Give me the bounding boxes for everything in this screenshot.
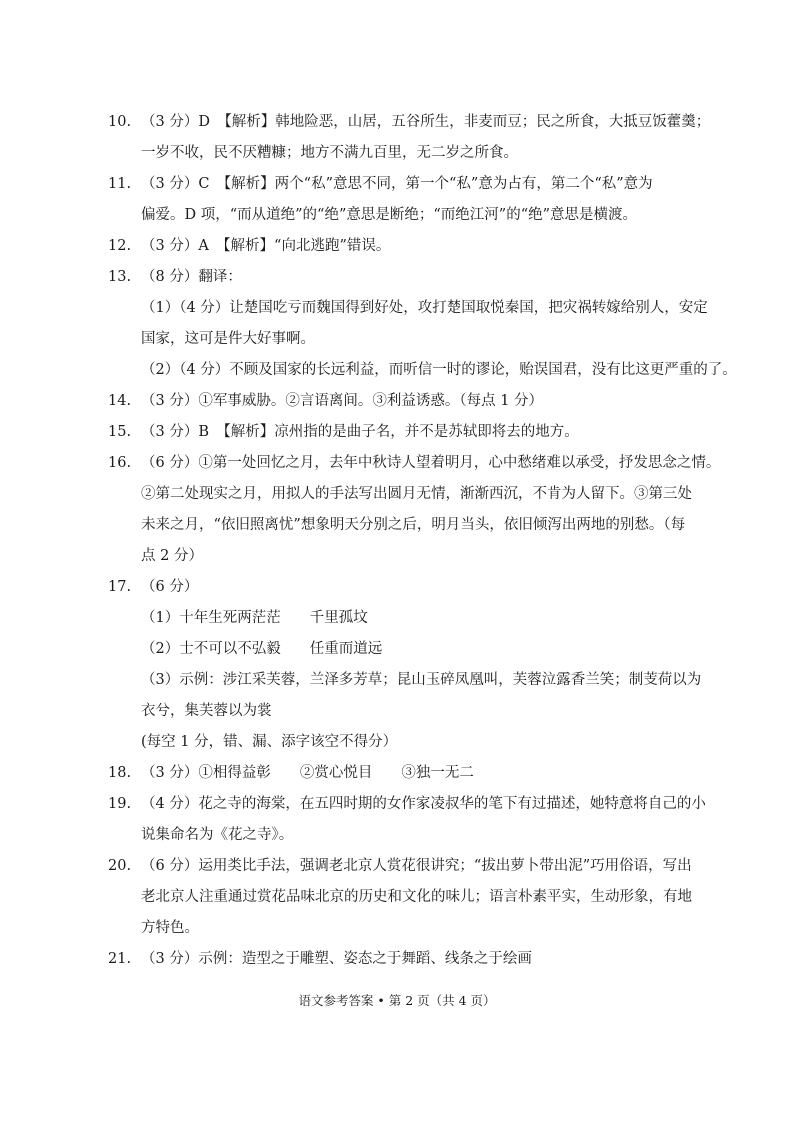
answer-line: （4 分）花之寺的海棠，在五四时期的女作家凌叔华的笔下有过描述，她特意将自己的小 <box>141 796 706 812</box>
answer-item-21 <box>108 944 688 975</box>
answer-line: 国家，这可是件大好事啊。 <box>141 331 315 347</box>
answer-item-17 <box>108 572 688 603</box>
answer-line: (每空 1 分，错、漏、添字该空不得分） <box>141 734 398 750</box>
question-number: 20. <box>108 858 132 874</box>
answer-line: （1）（4 分）让楚国吃亏而魏国得到好处，攻打楚国取悦秦国，把灾祸转嫁给别人，安定 <box>141 300 708 316</box>
answer-line: （6 分）①第一处回忆之月，去年中秋诗人望着明月，心中愁绪难以承受，抒发思念之情。 <box>141 455 721 471</box>
answer-item-11 <box>108 169 688 231</box>
answer-line: 方特色。 <box>141 920 199 936</box>
question-number: 21. <box>108 951 132 967</box>
q17-sub-1 <box>141 603 689 634</box>
answer-line: 老北京人注重通过赏花品味北京的历史和文化的味儿；语言朴素平实，生动形象，有地 <box>141 889 692 905</box>
answer-line: ②第二处现实之月，用拟人的手法写出圆月无情，渐渐西沉，不肯为人留下。③第三处 <box>141 486 692 502</box>
answer-line: （3 分）示例：造型之于雕塑、姿态之于舞蹈、线条之于绘画 <box>141 951 532 967</box>
q17-sub-2 <box>141 634 689 665</box>
answer-item-20 <box>108 851 692 944</box>
answer-line: （2）士不可以不弘毅 任重而道远 <box>141 641 383 657</box>
answer-line: 衣兮，集芙蓉以为裳 <box>141 703 272 719</box>
answer-line: （3）示例：涉江采芙蓉，兰泽多芳草；昆山玉碎凤凰叫，芙蓉泣露香兰笑；制芰荷以为 <box>141 672 702 688</box>
q17-scoring-note <box>141 727 689 758</box>
question-number: 12. <box>108 238 132 254</box>
answer-item-16 <box>108 448 721 572</box>
answer-line: （3 分）D 【解析】韩地险恶，山居，五谷所生，非麦而豆；民之所食，大抵豆饭藿羹； <box>141 114 711 130</box>
answer-line: （3 分）①相得益彰 ②赏心悦目 ③独一无二 <box>141 765 474 781</box>
question-number: 18. <box>108 765 132 781</box>
answer-item-19 <box>108 789 706 851</box>
answer-line: 一岁不收，民不厌糟糠；地方不满九百里，无二岁之所食。 <box>141 145 518 161</box>
answer-line: （8 分）翻译： <box>141 269 242 285</box>
answer-item-15 <box>108 417 688 448</box>
question-number: 17. <box>108 579 132 595</box>
answer-line: 点 2 分） <box>141 548 203 564</box>
answer-line: （6 分）运用类比手法，强调老北京人赏花很讲究；“拔出萝卜带出泥”巧用俗语，写出 <box>141 858 692 874</box>
question-number: 16. <box>108 455 132 471</box>
answer-line: （3 分）C 【解析】两个“私”意思不同，第一个“私”意为占有，第二个“私”意为 <box>141 176 653 192</box>
question-number: 10. <box>108 114 132 130</box>
answer-line: （3 分）①军事威胁。②言语离间。③利益诱惑。（每点 1 分） <box>141 393 544 409</box>
question-number: 11. <box>108 176 132 192</box>
answer-line: （6 分） <box>141 579 199 595</box>
question-number: 14. <box>108 393 132 409</box>
answer-line: （1）十年生死两茫茫 千里孤坟 <box>141 610 368 626</box>
answer-line: 说集命名为《花之寺》。 <box>141 827 294 843</box>
question-number: 13. <box>108 269 132 285</box>
q13-sub-1 <box>141 293 708 355</box>
answer-item-14 <box>108 386 688 417</box>
answer-line: （3 分）A 【解析】“向北逃跑”错误。 <box>141 238 391 254</box>
answer-line: 偏爱。D 项，“而从道绝”的“绝”意思是断绝；“而绝江河”的“绝”意思是横渡。 <box>141 207 638 223</box>
question-number: 19. <box>108 796 132 812</box>
q17-sub-3 <box>141 665 702 727</box>
q13-sub-2 <box>141 355 737 386</box>
answer-line: （2）（4 分）不顾及国家的长远利益，而听信一时的谬论，贻误国君，没有比这更严重的了。 <box>141 362 737 378</box>
page-footer: 语文参考答案 • 第 2 页（共 4 页） <box>298 993 496 1008</box>
answer-item-13 <box>108 262 688 293</box>
answer-line: 未来之月，“依旧照离忧”想象明天分别之后，明月当头，依旧倾泻出两地的别愁。（每 <box>141 517 686 533</box>
answer-item-10 <box>108 107 711 169</box>
answer-item-12 <box>108 231 688 262</box>
answer-item-18 <box>108 758 688 789</box>
question-number: 15. <box>108 424 132 440</box>
answer-line: （3 分）B 【解析】凉州指的是曲子名，并不是苏轼即将去的地方。 <box>141 424 579 440</box>
